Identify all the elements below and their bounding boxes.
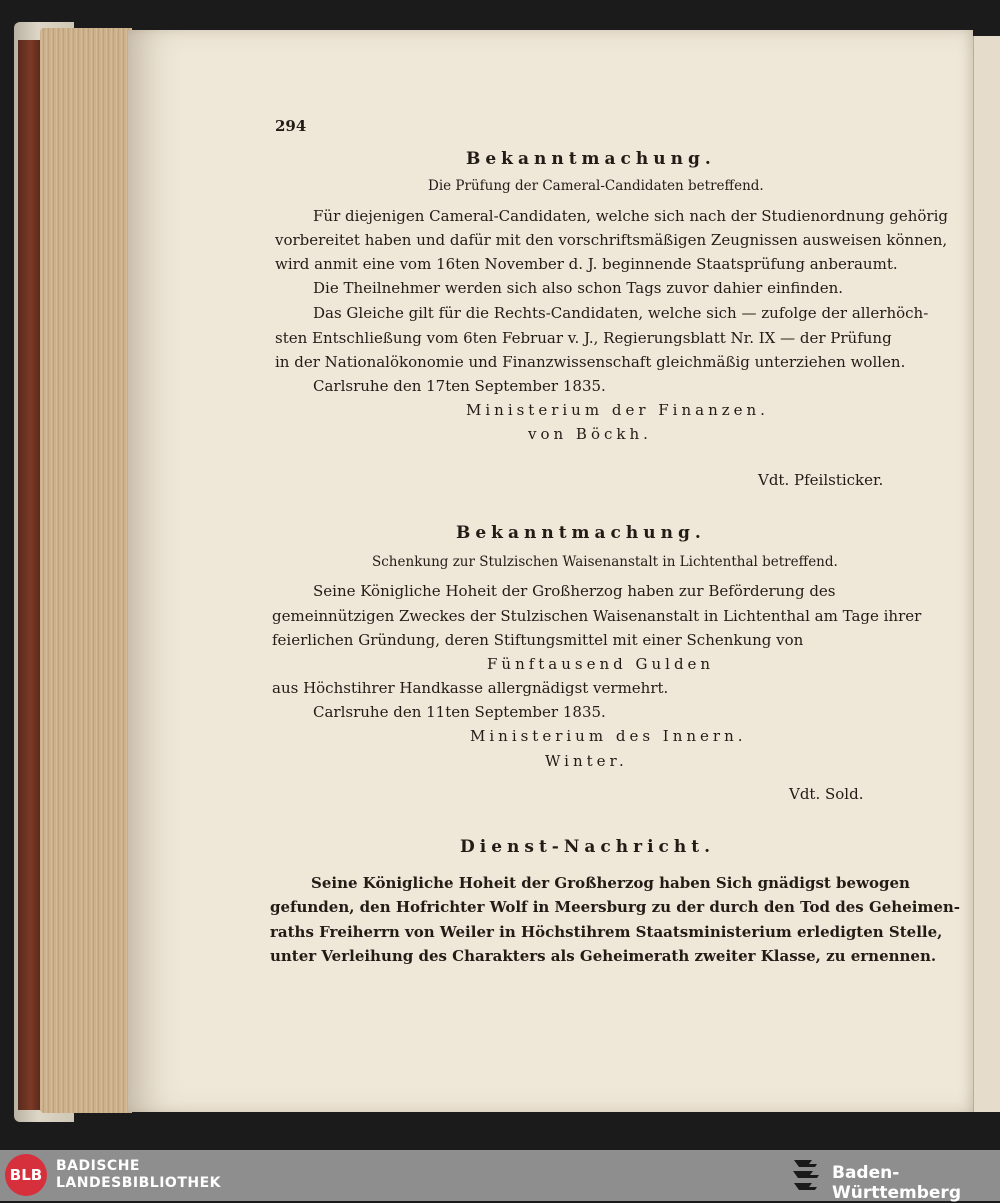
section-2-heading: Bekanntmachung. xyxy=(456,523,706,543)
blb-name-line2: LANDESBIBLIOTHEK xyxy=(56,1175,222,1191)
section-2-vdt: Vdt. Sold. xyxy=(789,785,864,803)
page-edges xyxy=(40,28,132,1113)
section-2-date: Carlsruhe den 11ten September 1835. xyxy=(313,703,606,721)
section-1-vdt: Vdt. Pfeilsticker. xyxy=(758,471,884,489)
viewer-footer xyxy=(0,1150,1000,1201)
baden-wuerttemberg-label[interactable]: Baden-Württemberg xyxy=(832,1163,961,1203)
blb-logo[interactable]: BLB xyxy=(5,1154,47,1196)
section-3-heading: Dienst-Nachricht. xyxy=(460,837,716,857)
section-1-line: in der Nationalökonomie und Finanzwissenschaft gleichmäßig unterziehen wollen. xyxy=(275,353,906,371)
section-1-date: Carlsruhe den 17ten September 1835. xyxy=(313,377,606,395)
page-number: 294 xyxy=(275,117,307,135)
section-1-heading: Bekanntmachung. xyxy=(466,149,716,169)
section-1-subheading: Die Prüfung der Cameral-Candidaten betreffend. xyxy=(428,178,764,194)
facing-page-edge xyxy=(973,36,1000,1112)
section-1-line: Das Gleiche gilt für die Rechts-Candidaten, welche sich — zufolge der allerhöch- xyxy=(313,304,929,322)
section-2-line: feierlichen Gründung, deren Stiftungsmittel mit einer Schenkung von xyxy=(272,631,804,649)
blb-name[interactable] xyxy=(56,1158,221,1192)
section-2-subheading: Schenkung zur Stulzischen Waisenanstalt in Lichtenthal betreffend. xyxy=(372,554,838,570)
section-2-amount: Fünftausend Gulden xyxy=(487,655,715,673)
baden-wuerttemberg-lions-icon xyxy=(790,1157,822,1195)
section-1-line: vorbereitet haben und dafür mit den vorschriftsmäßigen Zeugnissen ausweisen können, xyxy=(275,231,948,249)
section-2-signer: Winter. xyxy=(545,752,628,770)
section-2-line: gemeinnützigen Zweckes der Stulzischen Waisenanstalt in Lichtenthal am Tage ihrer xyxy=(272,607,922,625)
section-3-line: unter Verleihung des Charakters als Geheimerath zweiter Klasse, zu ernennen. xyxy=(270,947,937,965)
section-2-line: aus Höchstihrer Handkasse allergnädigst vermehrt. xyxy=(272,679,669,697)
section-3-line: Seine Königliche Hoheit der Großherzog haben Sich gnädigst bewogen xyxy=(311,874,910,892)
section-2-line: Seine Königliche Hoheit der Großherzog haben zur Beförderung des xyxy=(313,582,836,600)
section-1-line: Die Theilnehmer werden sich also schon Tags zuvor dahier einfinden. xyxy=(313,279,844,297)
section-3-line: raths Freiherrn von Weiler in Höchstihrem Staatsministerium erledigten Stelle, xyxy=(270,923,943,941)
section-1-line: Für diejenigen Cameral-Candidaten, welche sich nach der Studienordnung gehörig xyxy=(313,207,948,225)
section-2-ministry: Ministerium des Innern. xyxy=(470,727,747,745)
section-3-line: gefunden, den Hofrichter Wolf in Meersburg zu der durch den Tod des Geheimen- xyxy=(270,898,960,916)
section-1-signer: von Böckh. xyxy=(528,425,652,443)
blb-name-line1: BADISCHE xyxy=(56,1158,140,1174)
section-1-line: sten Entschließung vom 6ten Februar v. J., Regierungsblatt Nr. IX — der Prüfung xyxy=(275,329,892,347)
section-1-ministry: Ministerium der Finanzen. xyxy=(466,401,769,419)
section-1-line: wird anmit eine vom 16ten November d. J. beginnende Staatsprüfung anberaumt. xyxy=(275,255,898,273)
